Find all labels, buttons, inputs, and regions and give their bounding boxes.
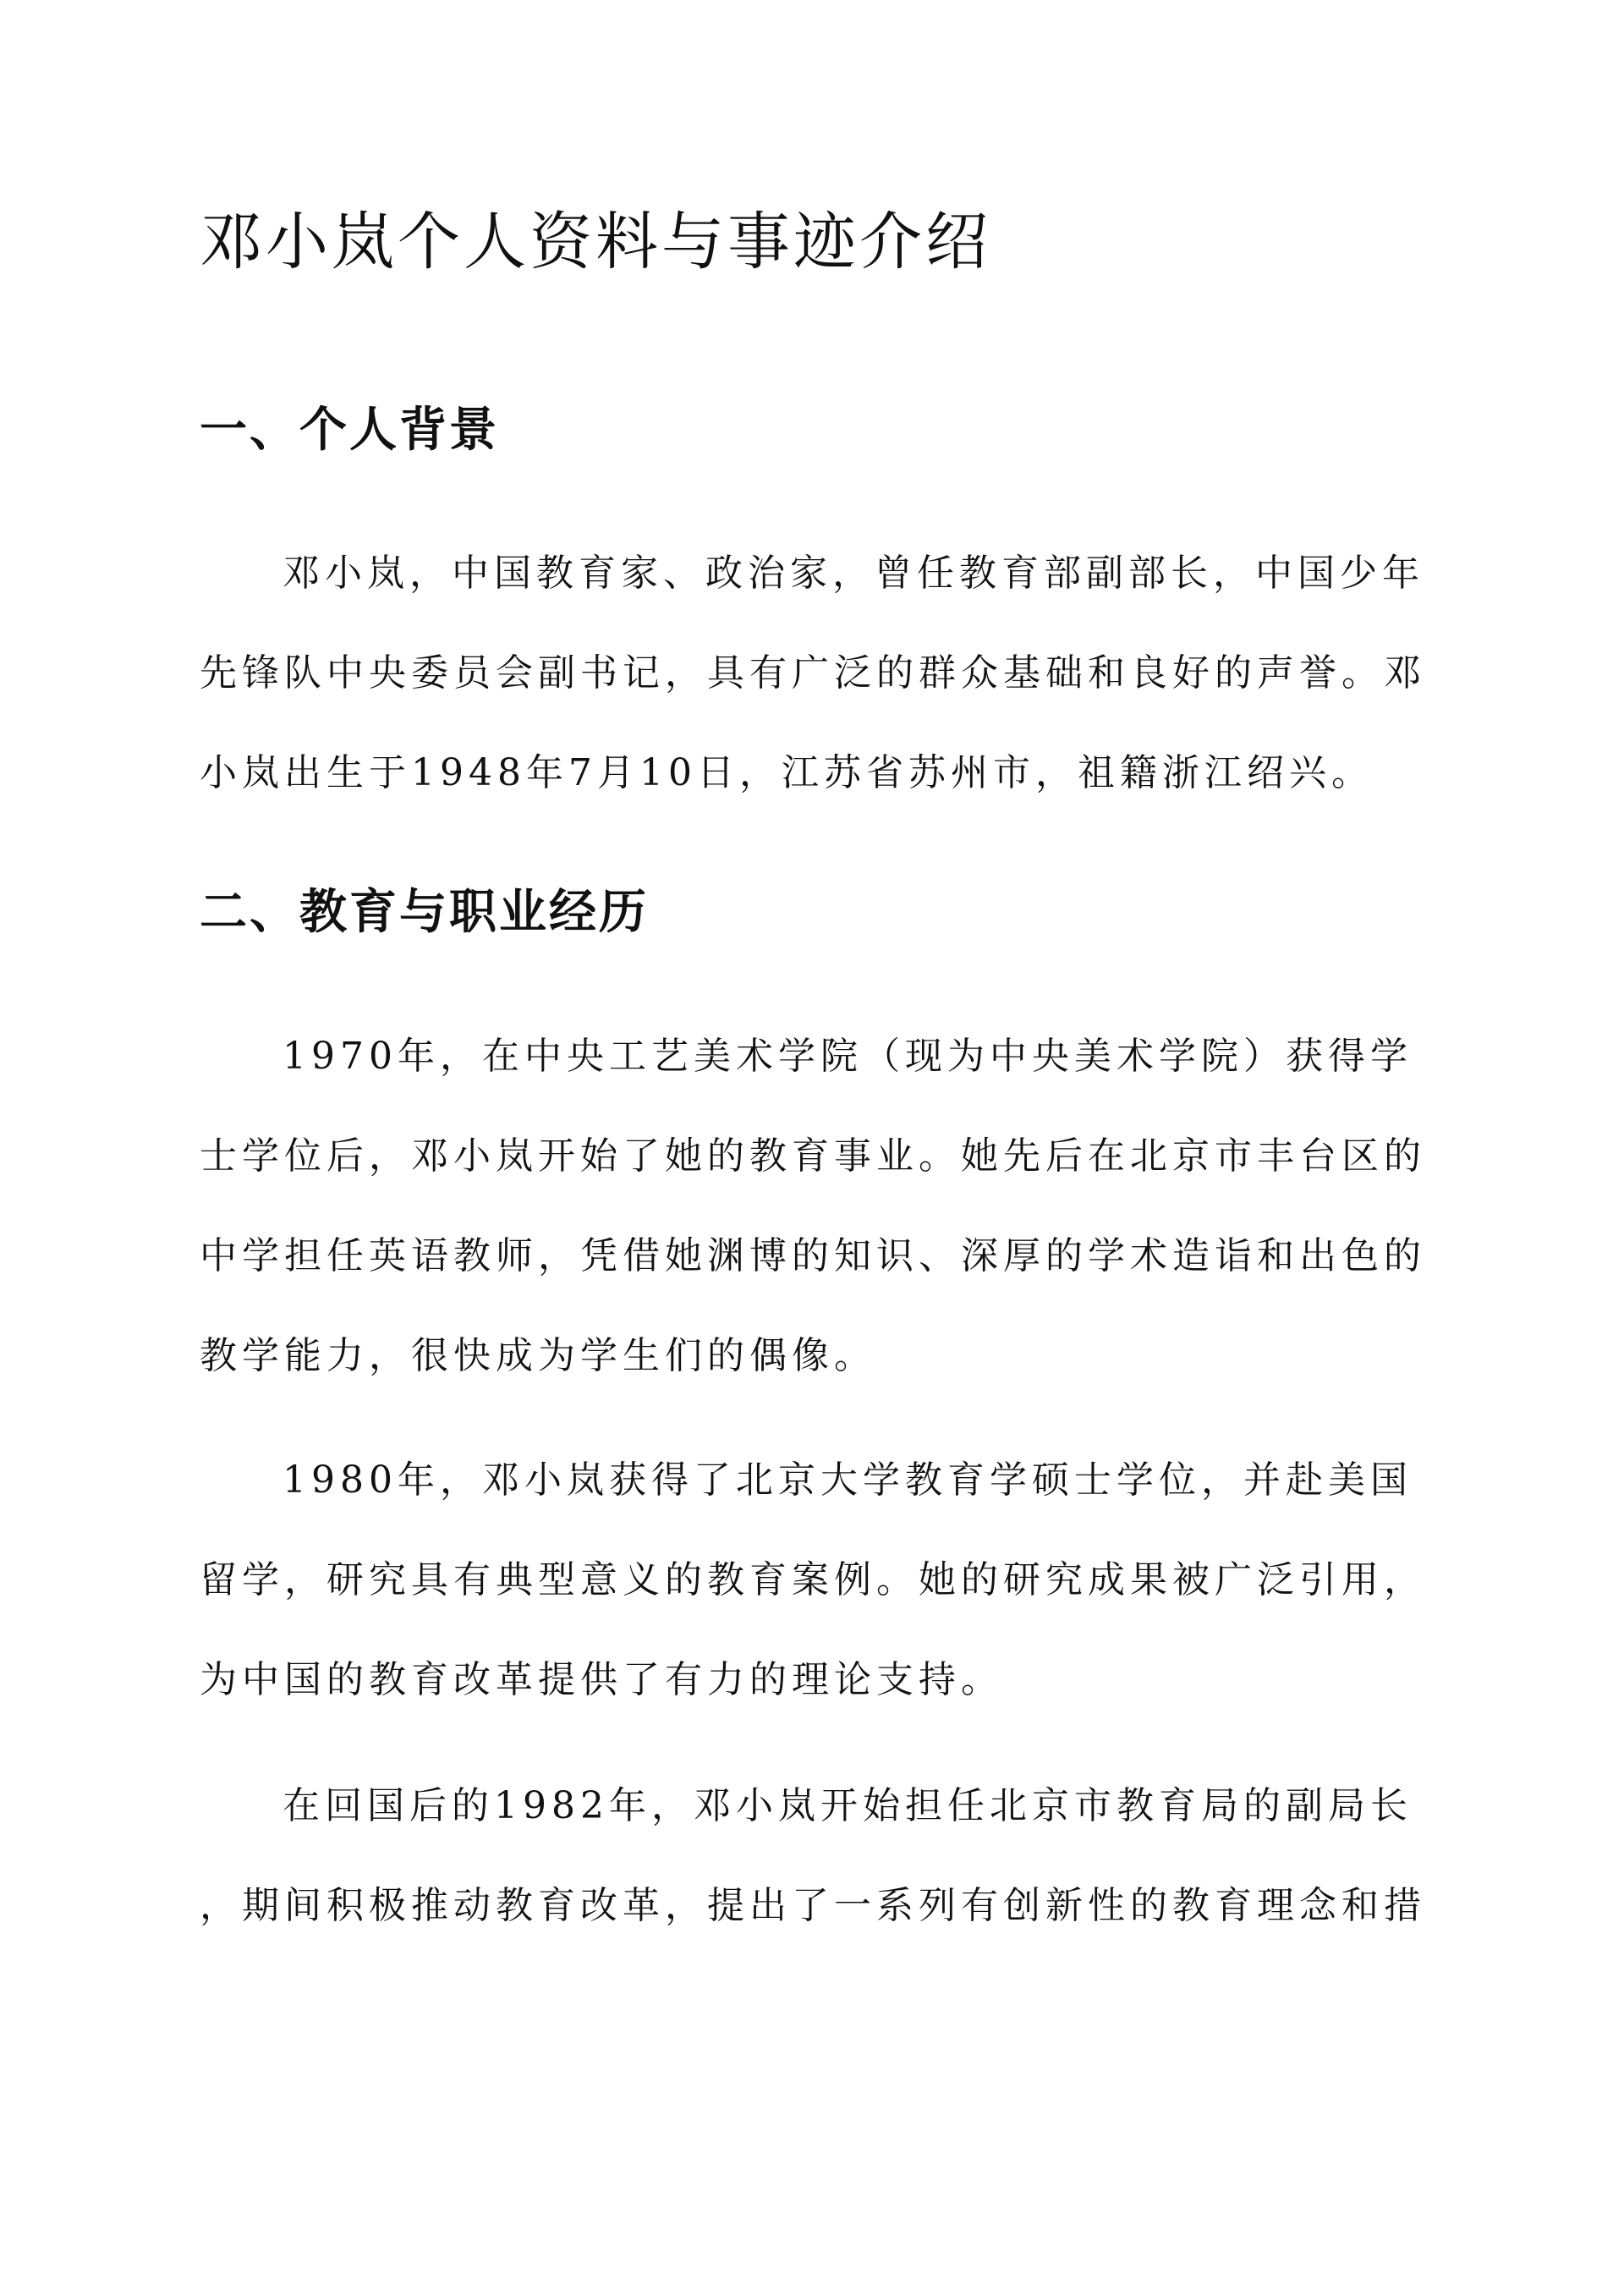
paragraph-1982 xyxy=(200,1756,1426,1956)
paragraph-line: 1980年，邓小岚获得了北京大学教育学硕士学位，并赴美国 xyxy=(283,1458,1413,1502)
paragraph-line: 教学能力，很快成为学生们的偶像。 xyxy=(200,1334,876,1377)
document-title: 邓小岚个人资料与事迹介绍 xyxy=(200,206,991,278)
paragraph-line: 为中国的教育改革提供了有力的理论支持。 xyxy=(200,1658,1003,1701)
paragraph-personal-background xyxy=(200,524,1426,823)
paragraph-line: ，期间积极推动教育改革，提出了一系列有创新性的教育理念和措 xyxy=(200,1884,1426,1927)
section-heading-personal-background: 一、个人背景 xyxy=(200,402,499,458)
paragraph-line: 士学位后，邓小岚开始了她的教育事业。她先后在北京市丰台区的 xyxy=(200,1134,1426,1178)
paragraph-1970 xyxy=(200,1007,1426,1406)
paragraph-line: 小岚出生于1948年7月10日，江苏省苏州市，祖籍浙江绍兴。 xyxy=(200,751,1374,794)
paragraph-line: 1970年，在中央工艺美术学院（现为中央美术学院）获得学 xyxy=(283,1035,1413,1078)
paragraph-line: 在回国后的1982年，邓小岚开始担任北京市教育局的副局长 xyxy=(283,1784,1413,1827)
paragraph-line: 邓小岚，中国教育家、政治家，曾任教育部副部长，中国少年 xyxy=(283,552,1424,595)
paragraph-line: 中学担任英语教师，凭借她渊博的知识、深厚的学术造诣和出色的 xyxy=(200,1234,1426,1277)
section-heading-education-career: 二、教育与职业经历 xyxy=(200,884,649,940)
paragraph-1980 xyxy=(200,1431,1426,1730)
paragraph-line: 留学，研究具有典型意义的教育案例。她的研究成果被广泛引用， xyxy=(200,1558,1426,1601)
paragraph-line: 先锋队中央委员会副书记，具有广泛的群众基础和良好的声誉。邓 xyxy=(200,651,1426,695)
